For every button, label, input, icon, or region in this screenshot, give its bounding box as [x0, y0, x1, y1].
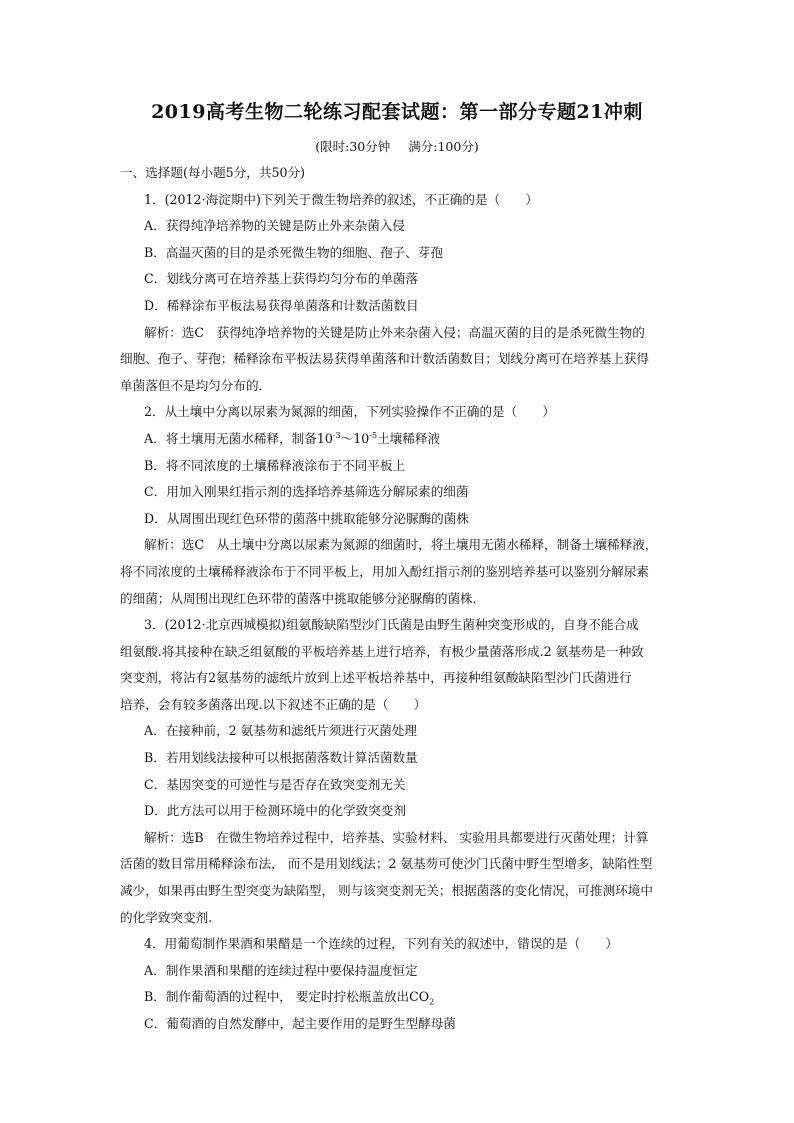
- question-4-stem: 4．用葡萄制作果酒和果醋是一个连续的过程，下列有关的叙述中，错误的是（ ）: [144, 936, 618, 952]
- question-1-option-c: C．划线分离可在培养基上获得均匀分布的单菌落: [144, 271, 419, 287]
- question-2-analysis-line: 将不同浓度的土壤稀释液涂布于不同平板上，用加入酚红指示剂的鉴别培养基可以鉴别分解尿素: [120, 563, 649, 579]
- question-4-option-a: A．制作果酒和果醋的连续过程中要保持温度恒定: [144, 962, 418, 978]
- question-3-stem-line: 培养，会有较多菌落出现.以下叙述不正确的是（ ）: [120, 696, 427, 712]
- question-3-option-d: D．此方法可以用于检测环境中的化学致突变剂: [144, 803, 406, 819]
- question-3-analysis-line: 解析：选B 在微生物培养过程中，培养基、实验材料、 实验用具都要进行灭菌处理；计算: [144, 829, 649, 845]
- question-4-option-c: C．葡萄酒的自然发酵中，起主要作用的是野生型酵母菌: [144, 1016, 456, 1031]
- document-subtitle: [0, 137, 794, 155]
- question-1-option-b: B．高温灭菌的目的是杀死微生物的细胞、孢子、芽孢: [144, 244, 443, 260]
- question-3-stem-line: 突变剂，将沾有2氨基芴的滤纸片放到上述平板培养基中，再接种组氨酸缺陷型沙门氏菌进行: [120, 670, 632, 686]
- document-body: [120, 160, 680, 1038]
- question-3-analysis-line: 的化学致突变剂.: [120, 909, 213, 925]
- question-3-option-b: B．若用划线法接种可以根据菌落数计算活菌数量: [144, 750, 418, 766]
- question-1-option-d: D．稀释涂布平板法易获得单菌落和计数活菌数目: [144, 297, 419, 313]
- question-2-analysis-line: 的细菌；从周围出现红色环带的菌落中挑取能够分泌脲酶的菌株．: [120, 590, 486, 606]
- question-3-stem-line: 3．(2012·北京西城模拟)组氨酸缺陷型沙门氏菌是由野生菌种突变形成的，自身不能合成: [144, 617, 639, 633]
- question-1-analysis-line: 单菌落但不是均匀分布的．: [120, 377, 272, 393]
- question-1-analysis-line: 细胞、孢子、芽孢；稀释涂布平板法易获得单菌落和计数活菌数目；划线分离可在培养基上获得: [120, 351, 649, 367]
- question-3-option-a: A．在接种前，2 氨基芴和滤纸片须进行灭菌处理: [144, 723, 417, 739]
- question-2-analysis-line: 解析：选C 从土壤中分离以尿素为氮源的细菌时，将土壤用无菌水稀释，制备土壤稀释液，: [144, 537, 658, 553]
- question-3-analysis-line: 活菌的数目常用稀释涂布法， 而不是用划线法；2 氨基芴可使沙门氏菌中野生型增多，缺陷性型: [120, 856, 653, 872]
- question-1-option-a: A．获得纯净培养物的关键是防止外来杂菌入侵: [144, 218, 405, 234]
- document-title: 2019高考生物二轮练习配套试题：第一部分专题21冲刺: [151, 101, 643, 123]
- question-2-option-a: A．将土壤用无菌水稀释，制备$10^{-3}\sim 10^{-5}$土壤稀释液: [144, 430, 441, 446]
- full-score: 满分:100分): [408, 139, 479, 154]
- question-2-stem: 2．从土壤中分离以尿素为氮源的细菌，下列实验操作不正确的是（ ）: [144, 404, 556, 420]
- question-3-analysis-line: 减少，如果再由野生型突变为缺陷型， 则与该突变剂无关；根据菌落的变化情况，可推测环境中: [120, 883, 653, 899]
- question-2-option-d: D．从周围出现红色环带的菌落中挑取能够分泌脲酶的菌株: [144, 510, 469, 526]
- question-1-analysis-line: 解析：选C 获得纯净培养物的关键是防止外来杂菌入侵；高温灭菌的目的是杀死微生物的: [144, 324, 645, 340]
- time-limit: (限时:30分钟: [315, 139, 391, 154]
- question-4-option-b: B．制作葡萄酒的过程中， 要定时拧松瓶盖放出$CO_2$: [144, 989, 435, 1007]
- question-1-stem: 1．(2012·海淀期中)下列关于微生物培养的叙述，不正确的是（ ）: [144, 191, 538, 207]
- question-2-option-b: B．将不同浓度的土壤稀释液涂布于不同平板上: [144, 457, 406, 473]
- question-3-stem-line: 组氨酸.将其接种在缺乏组氨酸的平板培养基上进行培养，有极少量菌落形成.2 氨基芴是一种致: [120, 643, 644, 659]
- question-2-option-c: C．用加入刚果红指示剂的选择培养基筛选分解尿素的细菌: [144, 484, 469, 500]
- section-heading: 一、选择题(每小题5分，共50分): [120, 165, 305, 180]
- question-3-option-c: C．基因突变的可逆性与是否存在致突变剂无关: [144, 776, 406, 792]
